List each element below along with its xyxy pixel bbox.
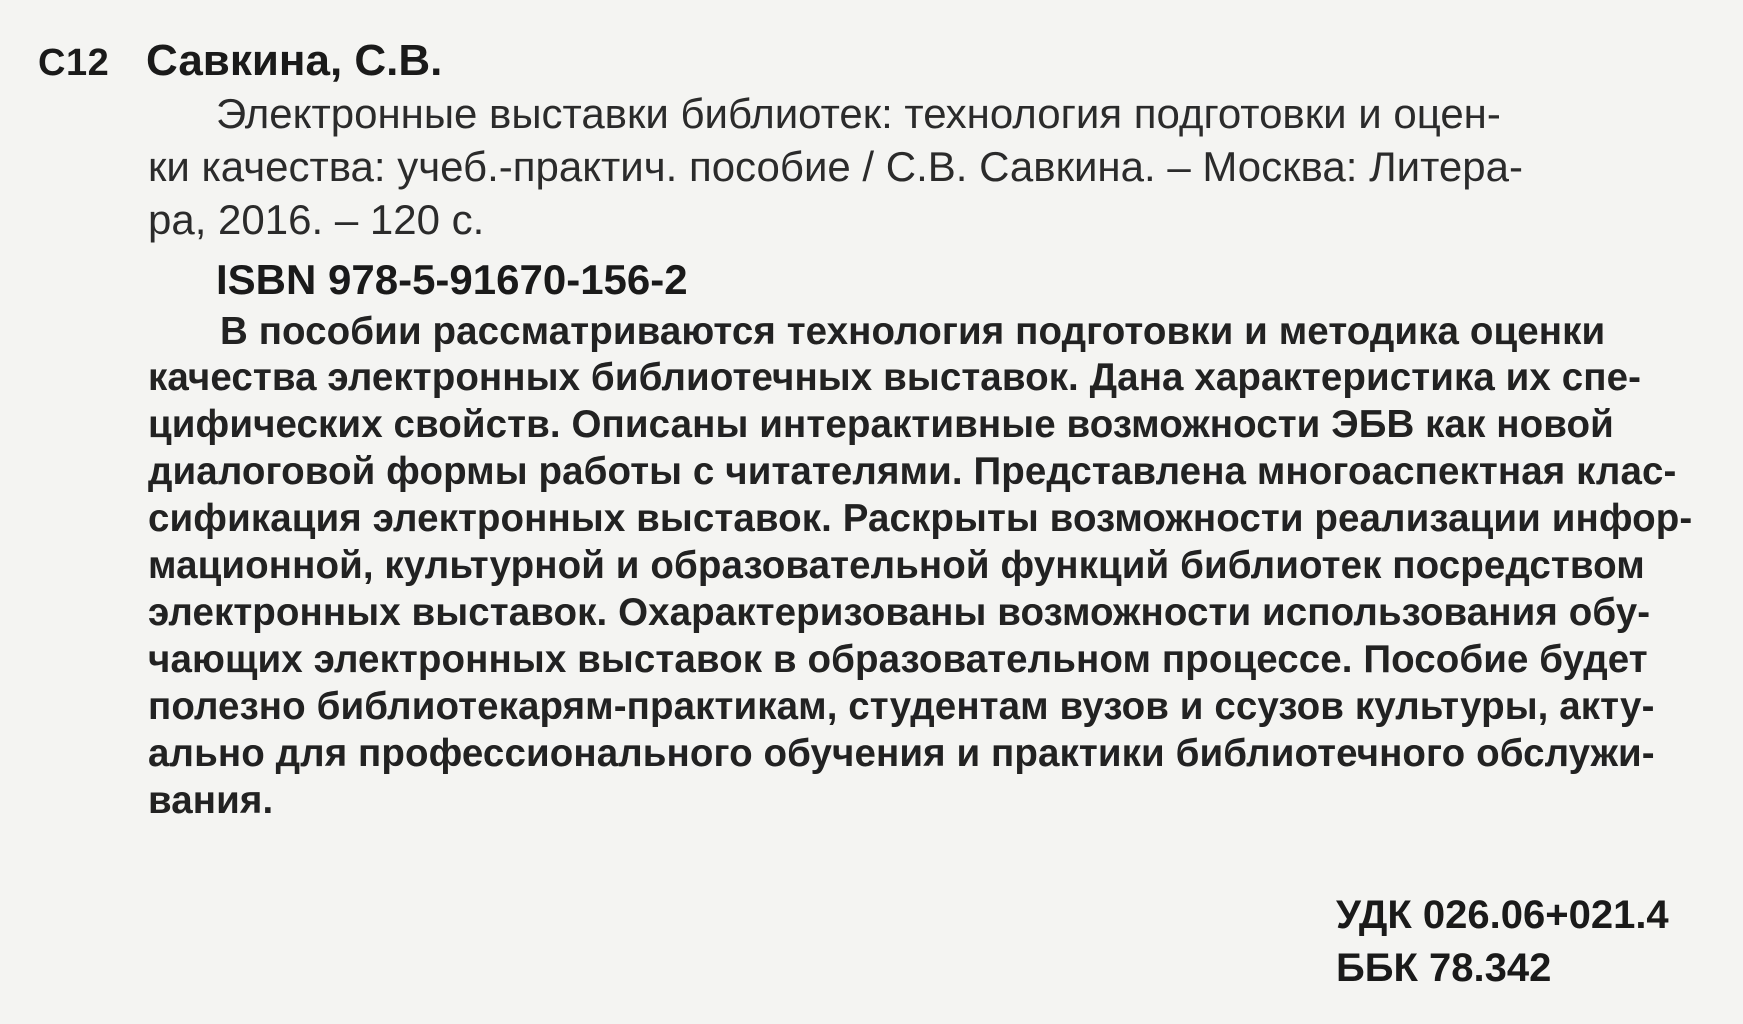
annotation-line: чающих электронных выставок в образовательном процессе. Пособие будет	[148, 638, 1648, 681]
annotation-line: мационной, культурной и образовательной функций библиотек посредством	[148, 544, 1645, 587]
isbn: ISBN 978-5-91670-156-2	[216, 256, 688, 303]
annotation-line: вания.	[148, 779, 274, 822]
title-line-2: ки качества: учеб.-практич. пособие / С.В. Савкина. – Москва: Литера-	[148, 143, 1523, 190]
annotation-line: цифических свойств. Описаны интерактивные возможности ЭБВ как новой	[148, 403, 1614, 446]
annotation-line: сификация электронных выставок. Раскрыты возможности реализации инфор-	[148, 497, 1693, 540]
udk-index: УДК 026.06+021.4	[1336, 893, 1669, 937]
title-line-1: Электронные выставки библиотек: технология подготовки и оцен-	[216, 90, 1501, 137]
annotation-line: полезно библиотекарям-практикам, студентам вузов и ссузов культуры, акту-	[148, 685, 1655, 728]
annotation-line: ально для профессионального обучения и практики библиотечного обслужи-	[148, 732, 1655, 775]
annotation-line: электронных выставок. Охарактеризованы возможности использования обу-	[148, 591, 1651, 634]
author-heading: Савкина, С.В.	[146, 36, 443, 85]
annotation-line: В пособии рассматриваются технология подготовки и методика оценки	[220, 310, 1606, 353]
title-line-3: ра, 2016. – 120 с.	[148, 196, 485, 243]
classification-code: С12	[38, 42, 110, 84]
bbk-index: ББК 78.342	[1336, 946, 1552, 990]
annotation-line: диалоговой формы работы с читателями. Представлена многоаспектная клас-	[148, 450, 1677, 493]
annotation-line: качества электронных библиотечных выставок. Дана характеристика их спе-	[148, 356, 1642, 399]
